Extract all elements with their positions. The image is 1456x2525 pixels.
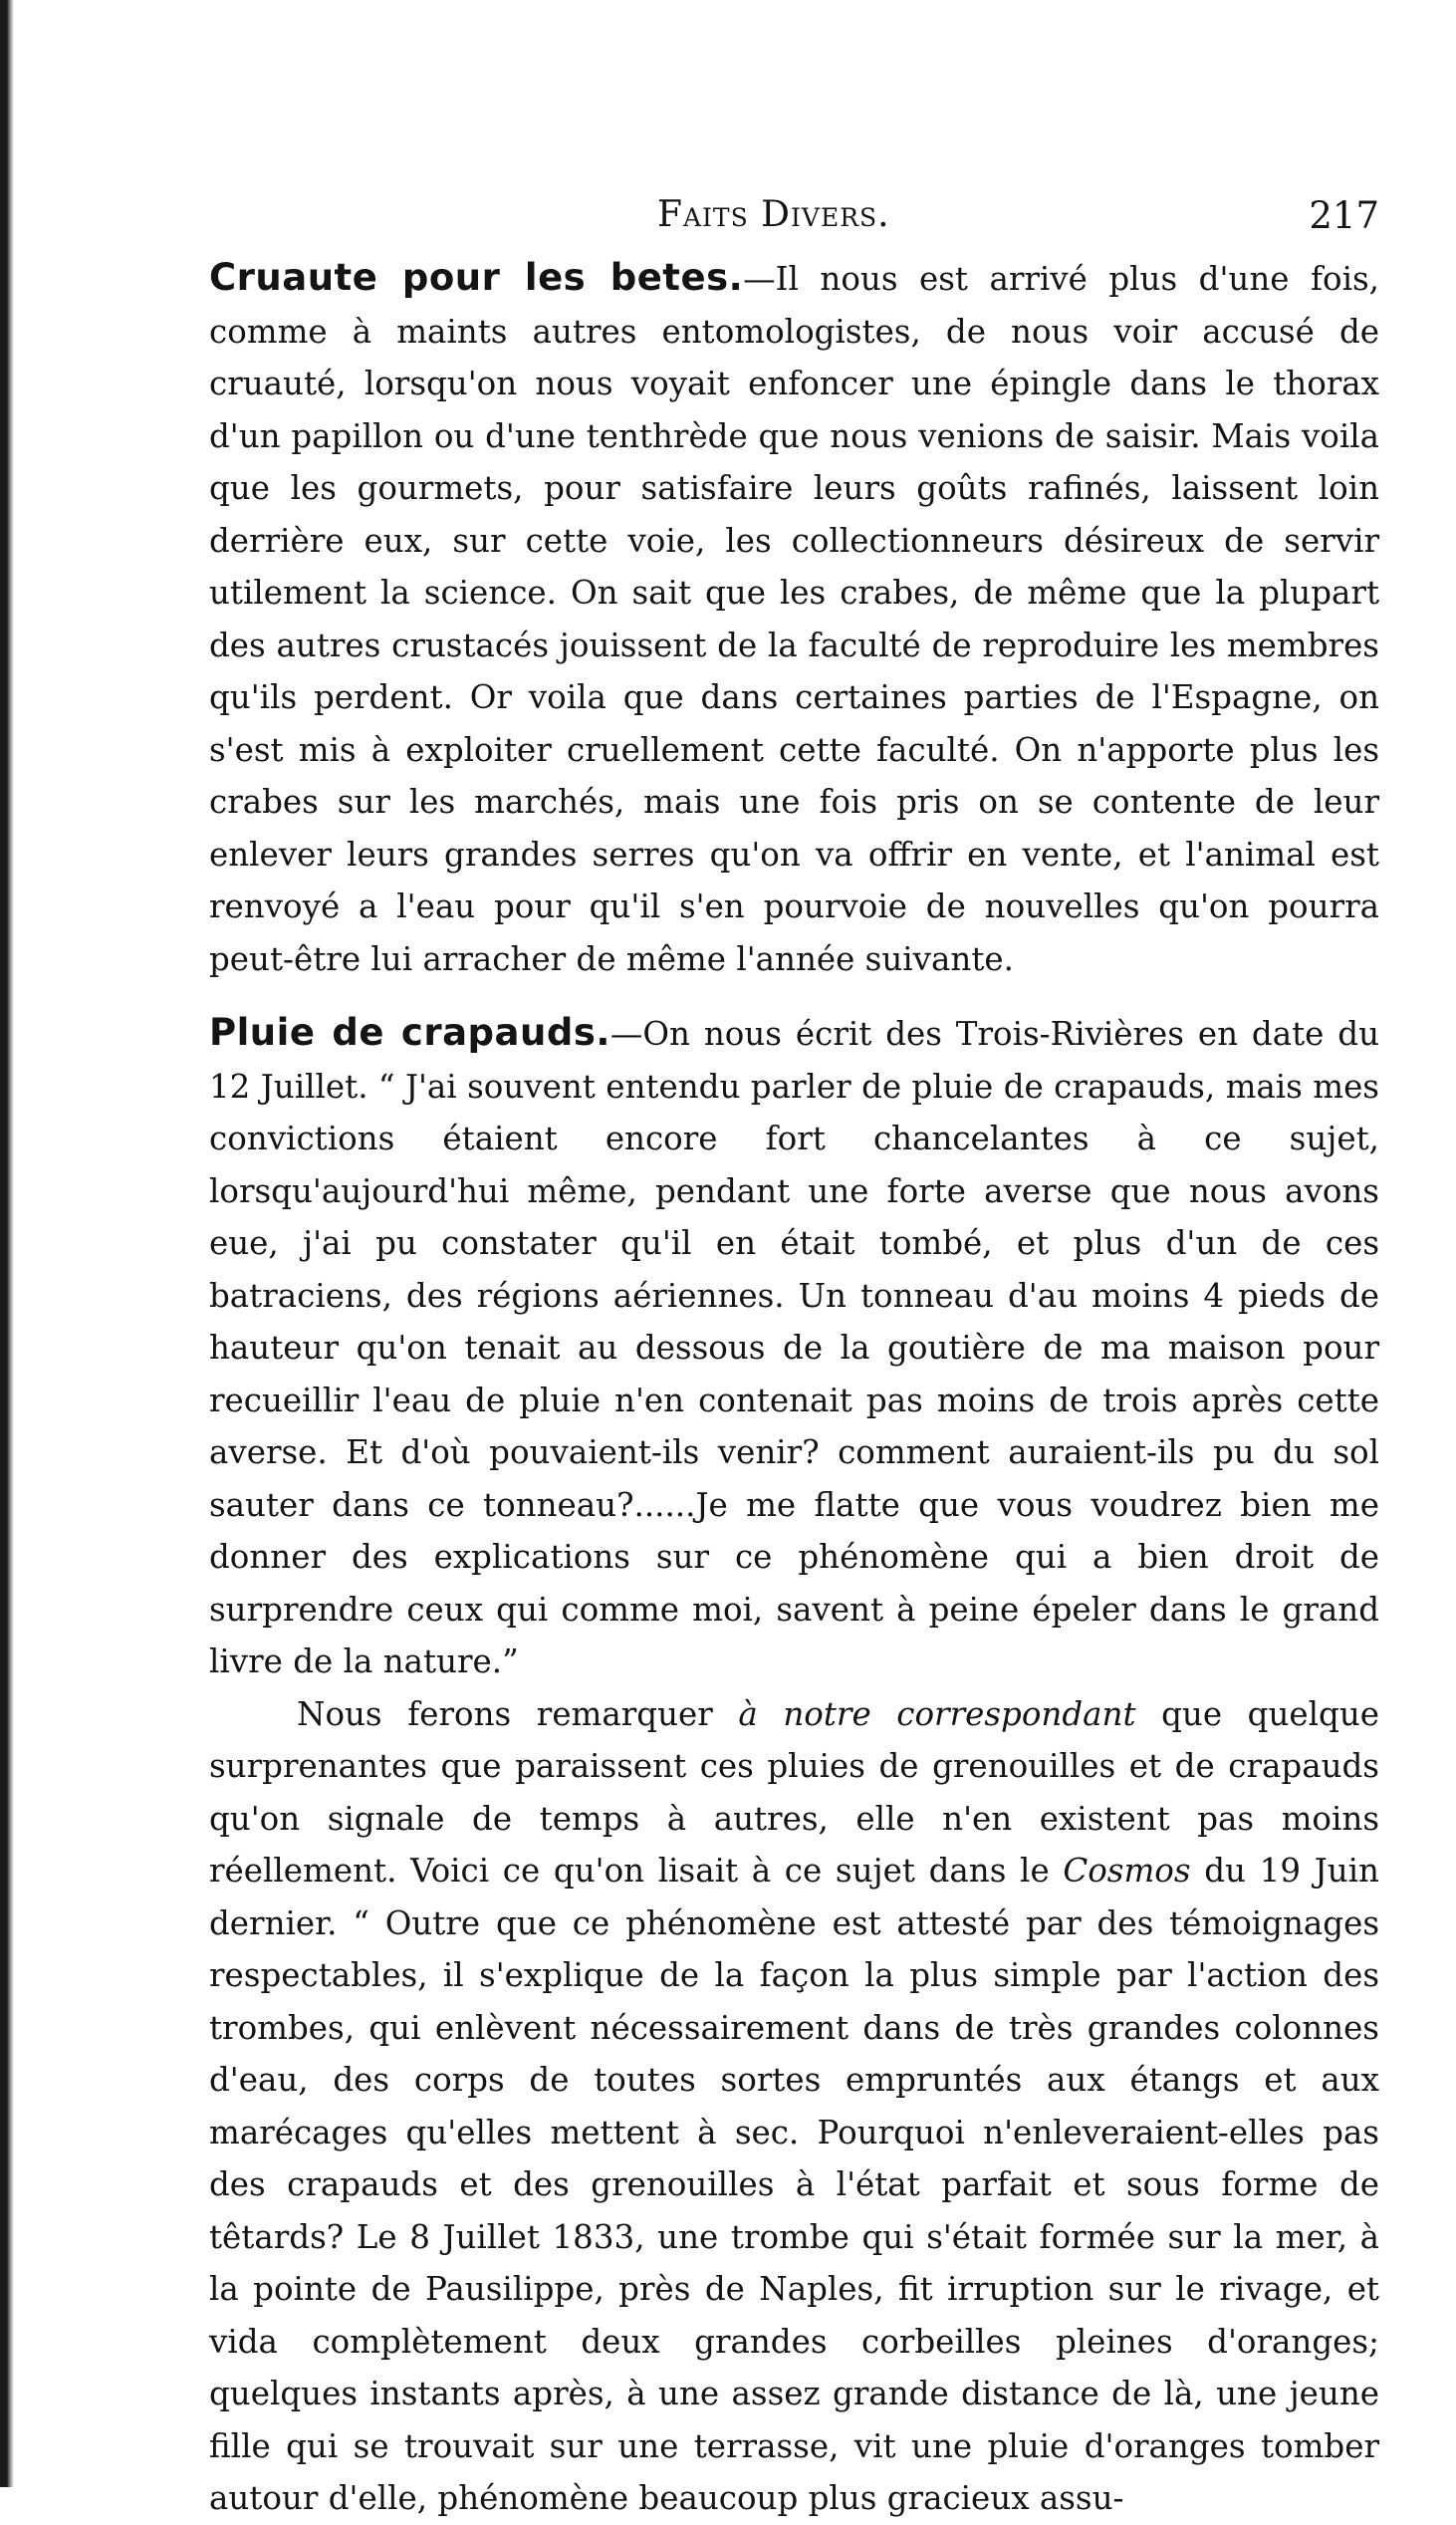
remark-text: du 19 Juin dernier. “ Outre que ce phénomène est attesté par des témoignages respectables, il s'explique de la façon la plus simple par l'action des trombes, qui enlèvent nécessairement dans de très grandes colonnes d'eau, des corps de toutes sortes empruntés aux étangs et aux marécages qu'elles mettent à sec. Pourquoi n'enleveraient-elles pas des crapauds et des grenouilles à l'état parfait et sous forme de têtards? Le 8 Juillet 1833, une trombe qui s'était formée sur la mer, à la pointe de Pausilippe, près de Naples, fit irruption sur le rivage, et vida complètement deux grandes corbeilles pleines d'oranges; quelques instants après, à une assez grande distance de là, une jeune fille qui se trouvait sur une terrasse, vit une pluie d'oranges tomber autour d'elle, phénomène beaucoup plus gracieux assu- <box>209 1852 1379 2517</box>
remark-paragraph <box>209 1688 1379 2525</box>
section-text: —On nous écrit des Trois-Rivières en date du 12 Juillet. “ J'ai souvent entendu parler de pluie de crapauds, mais mes convictions étaient encore fort chancelantes à ce sujet, lorsqu'aujourd'hui même, pendant une forte averse que nous avons eue, j'ai pu constater qu'il en était tombé, et plus d'un de ces batraciens, des régions aériennes. Un tonneau d'au moins 4 pieds de hauteur qu'on tenait au dessous de la goutière de ma maison pour recueillir l'eau de pluie n'en contenait pas moins de trois après cette averse. Et d'où pouvaient-ils venir? comment auraient-ils pu du sol sauter dans ce tonneau?......Je me flatte que vous voudrez bien me donner des explications sur ce phénomène qui a bien droit de surprendre ceux qui comme moi, savent à peine épeler dans le grand livre de la nature.” <box>209 1015 1380 1680</box>
journal-title: Cosmos <box>1063 1852 1191 1890</box>
page-number: 217 <box>1309 194 1379 237</box>
running-title: Faits Divers. <box>657 194 890 235</box>
remark-text: Nous ferons remarquer <box>297 1694 739 1733</box>
page-binding-edge <box>0 0 14 2487</box>
section-cruaute <box>209 252 1379 985</box>
book-page <box>209 194 1379 2525</box>
paragraph <box>209 252 1379 985</box>
page-header <box>209 194 1379 252</box>
paragraph <box>209 1007 1379 1688</box>
section-heading: Pluie de crapauds. <box>209 1011 610 1054</box>
section-heading: Cruaute pour les betes. <box>209 256 744 299</box>
section-text: —Il nous est arrivé plus d'une fois, comme à maints autres entomologistes, de nous voir accusé de cruauté, lorsqu'on nous voyait enfoncer une épingle dans le thorax d'un papillon ou d'une tenthrède que nous venions de saisir. Mais voila que les gourmets, pour satisfaire leurs goûts rafinés, laissent loin derrière eux, sur cette voie, les collectionneurs désireux de servir utilement la science. On sait que les crabes, de même que la plupart des autres crustacés jouissent de la faculté de reproduire les membres qu'ils perdent. Or voila que dans certaines parties de l'Espagne, on s'est mis à exploiter cruellement cette faculté. On n'apporte plus les crabes sur les marchés, mais une fois pris on se contente de leur enlever leurs grandes serres qu'on va offrir en vente, et l'animal est renvoyé a l'eau pour qu'il s'en pourvoie de nouvelles qu'on pourra peut-être lui arracher de même l'année suivante. <box>209 260 1379 978</box>
section-pluie <box>209 1007 1379 2525</box>
remark-text: que quelque surprenantes que paraissent ces pluies de grenouilles et de crapauds qu'on signale de temps à autres, elle n'en existent pas moins réellement. Voici ce qu'on lisait à ce sujet dans le <box>209 1694 1380 1890</box>
remark-emphasis: à notre correspondant <box>738 1694 1136 1733</box>
